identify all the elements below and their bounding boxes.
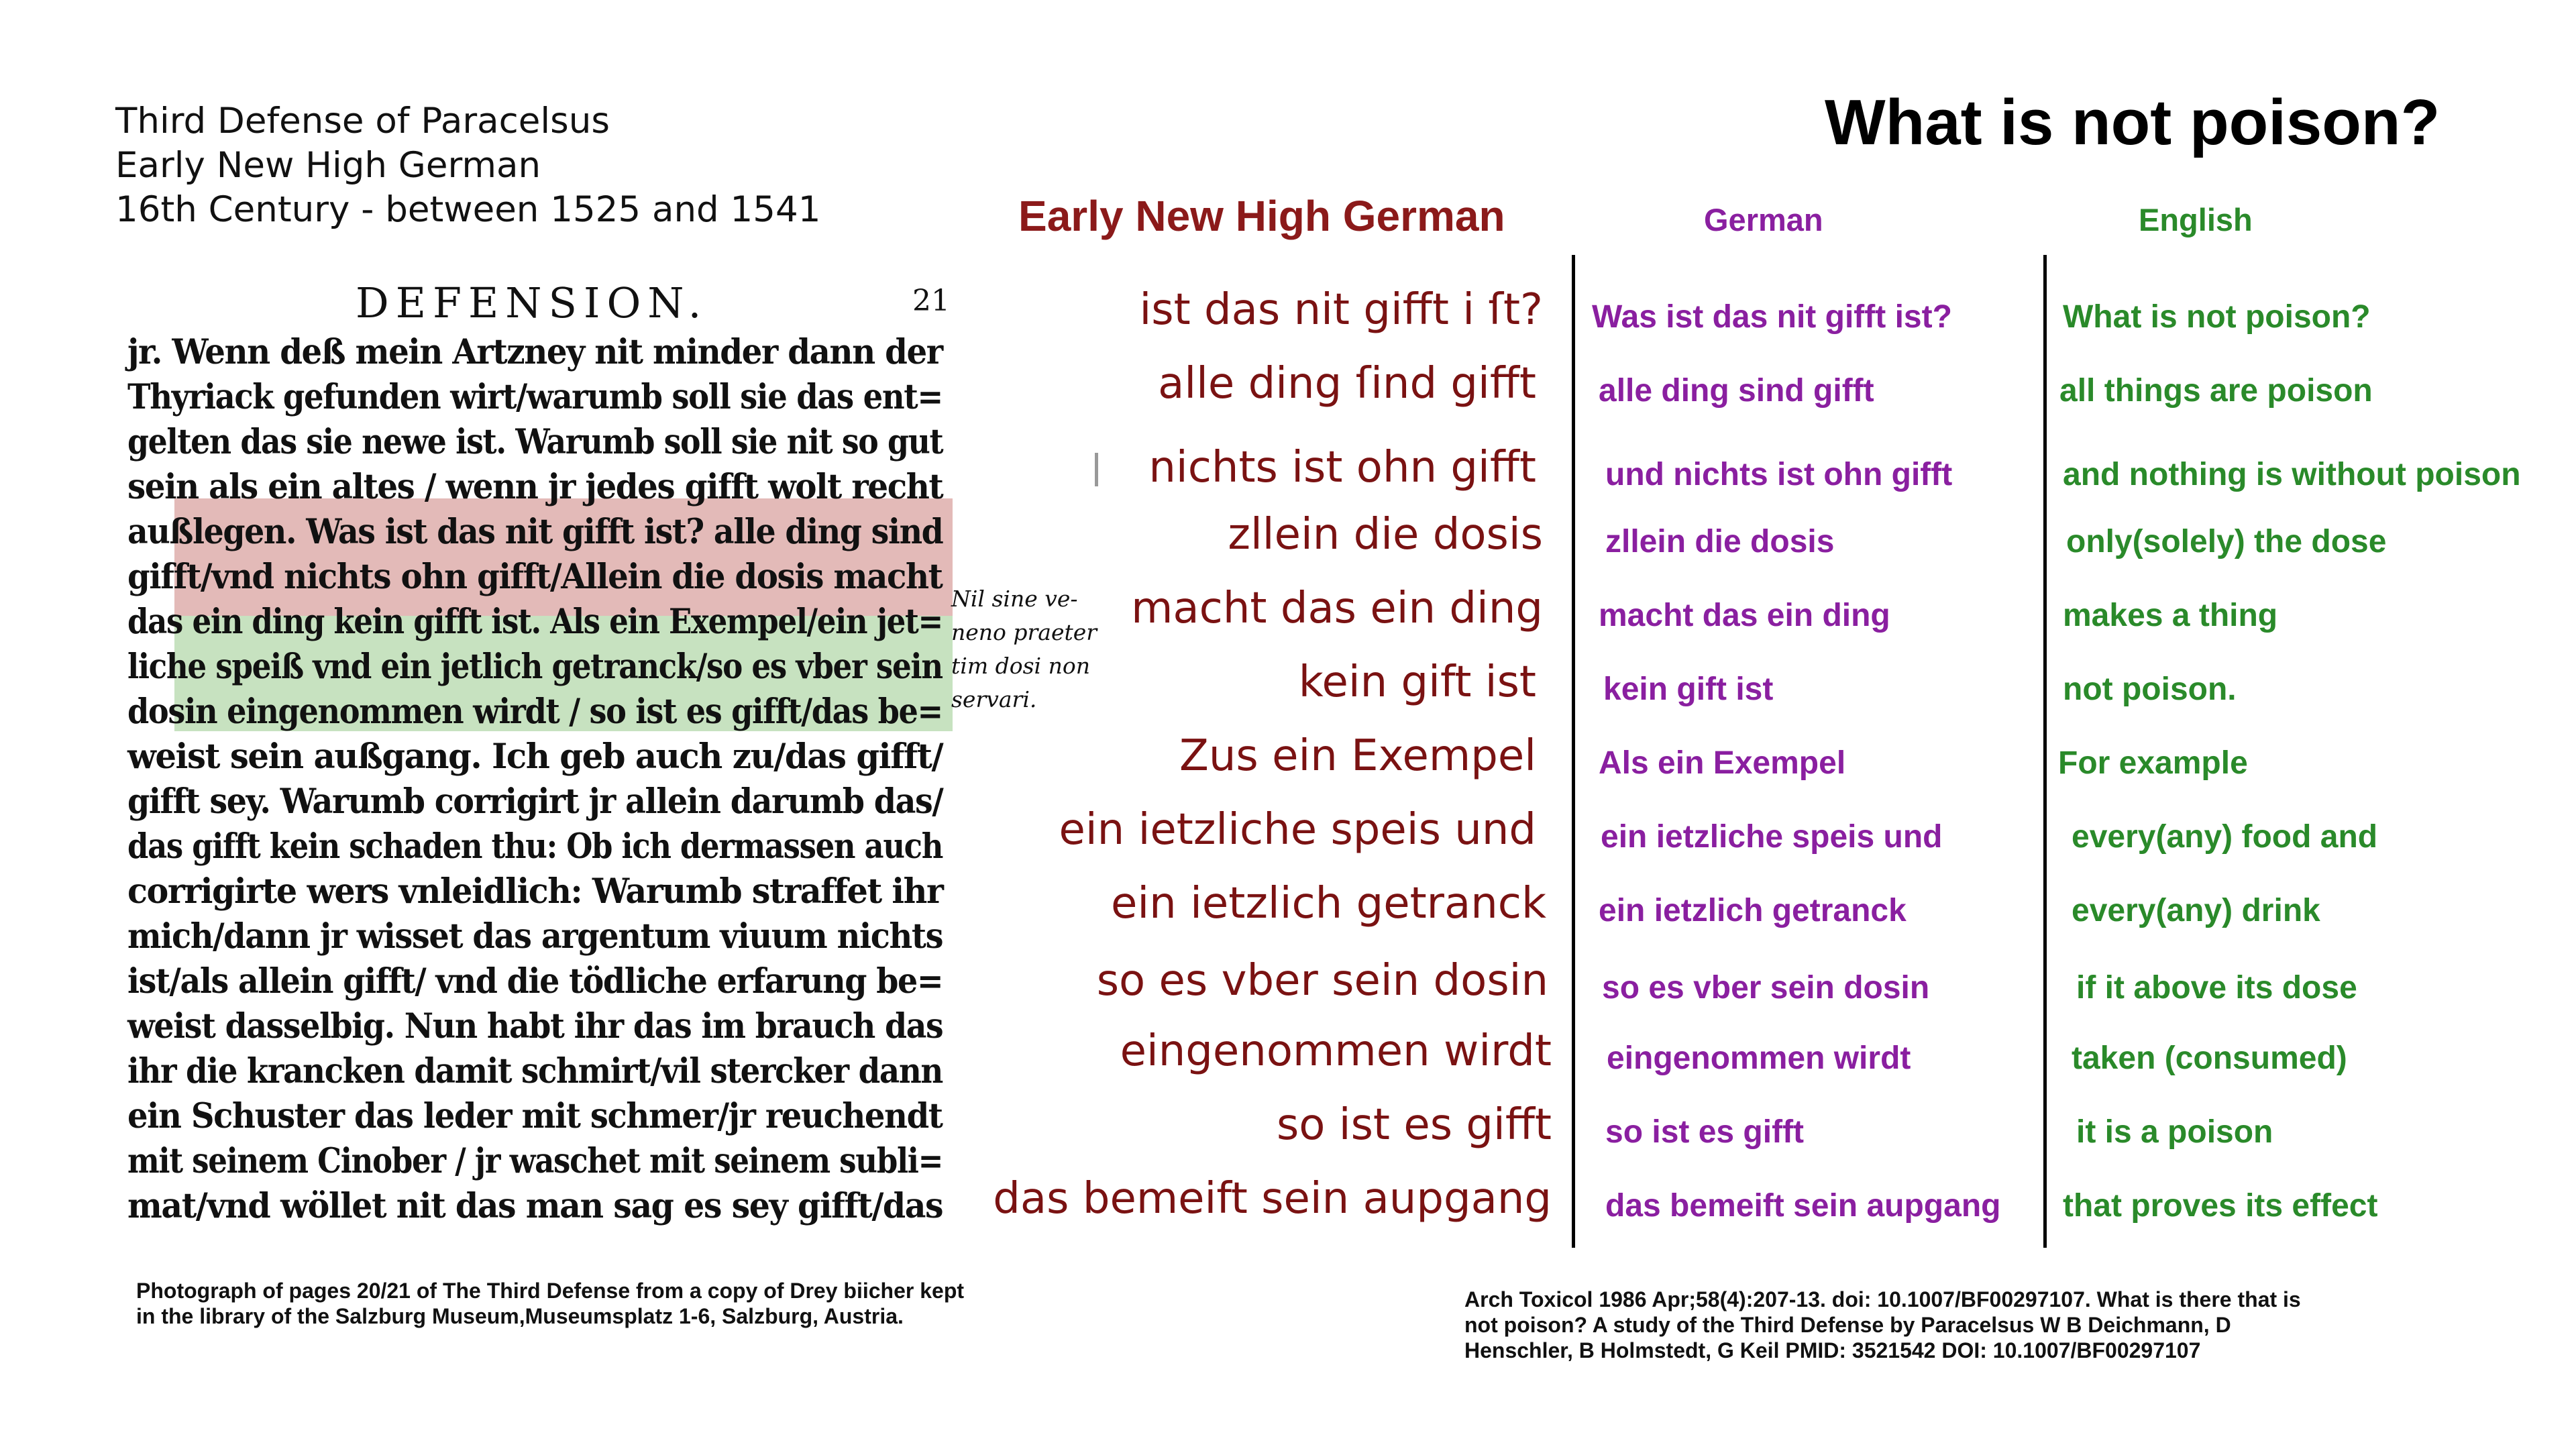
german-row: Was ist das nit gifft ist? [1592,299,1952,335]
scan-heading: DEFENSION. [356,278,708,327]
enhg-row: das bemeift sein aupgang [993,1174,1552,1224]
english-row: it is a poison [2076,1114,2273,1150]
english-row: taken (consumed) [2072,1040,2347,1076]
german-row: ein ietzlich getranck [1599,893,1907,928]
citation-line: not poison? A study of the Third Defense by Paracelsus W B Deichmann, D [1464,1313,2231,1337]
margin-note-line: neno praeter [951,619,1097,645]
scan-line: mit seinem Cinober / jr waschet mit seinem subli= [127,1141,943,1181]
enhg-row: Zus ein Exempel [1179,731,1536,781]
photo-credit-line: in the library of the Salzburg Museum,Museumsplatz 1-6, Salzburg, Austria. [136,1304,904,1328]
scan-line: ihr die krancken damit schmirt/vil stercker dann [127,1051,943,1091]
scan-line: mat/vnd wöllet nit das man sag es sey gifft/das [127,1186,943,1226]
enhg-row: alle ding ſind gifft [1158,359,1536,409]
english-row: if it above its dose [2076,970,2357,1006]
scan-page-number: 21 [912,284,950,318]
source-date: 16th Century - between 1525 and 1541 [115,189,821,230]
enhg-row: ist das nit gifft i ſt? [1139,285,1543,335]
enhg-row: zllein die dosis [1228,510,1543,559]
english-row: and nothing is without poison [2063,457,2521,492]
german-row: eingenommen wirdt [1607,1040,1911,1076]
scan-line: das ein ding kein gifft ist. Als ein Exempel/ein jet= [127,602,943,642]
enhg-row: kein gift ist [1298,657,1536,707]
enhg-row: nichts ist ohn gifft [1148,443,1536,492]
english-row: all things are poison [2059,373,2373,409]
margin-note-line: Nil sine ve- [951,586,1078,612]
scan-line: mich/dann jr wisset das argentum viuum nichts [127,916,943,957]
photo-credit-line: Photograph of pages 20/21 of The Third Defense from a copy of Drey biicher kept [136,1279,965,1303]
scan-line: gelten das sie newe ist. Warumb soll sie nit so gut [127,422,943,462]
english-row: What is not poison? [2063,299,2371,335]
enhg-row: so es vber sein dosin [1096,956,1548,1006]
scan-line: liche speiß vnd ein jetlich getranck/so es vber sein [127,647,943,687]
german-row: zllein die dosis [1605,524,1835,559]
enhg-row: ein ietzliche speis und [1059,805,1536,855]
margin-note-line: tim dosi non [951,653,1090,679]
source-language: Early New High German [115,145,541,186]
german-row: so ist es gifft [1605,1114,1805,1150]
photo-credit [136,1278,964,1329]
enhg-row: ein ietzlich getranck [1111,879,1546,928]
enhg-row: macht das ein ding [1131,584,1543,633]
scan-line: das gifft kein schaden thu: Ob ich dermassen auch [127,826,943,867]
scan-line: Thyriack gefunden wirt/warumb soll sie das ent= [127,377,943,417]
english-row: not poison. [2063,672,2237,707]
source-title: Third Defense of Paracelsus [115,101,610,142]
scan-line: sein als ein altes / wenn jr jedes gifft wolt recht [127,467,943,507]
english-row: every(any) drink [2072,893,2320,928]
german-row: so es vber sein dosin [1602,970,1930,1006]
english-row: that proves its effect [2063,1188,2378,1224]
scan-line: gifft/vnd nichts ohn gifft/Allein die dosis macht [127,557,943,597]
english-row: makes a thing [2063,598,2278,633]
scan-line: dosin eingenommen wirdt / so ist es gifft/das be= [127,692,943,732]
margin-note-line: servari. [951,686,1037,712]
english-row: For example [2058,745,2248,781]
scan-line: außlegen. Was ist das nit gifft ist? alle ding sind [127,512,943,552]
citation-line: Arch Toxicol 1986 Apr;58(4):207-13. doi: 10.1007/BF00297107. What is there that is [1464,1287,2301,1311]
german-row: kein gift ist [1603,672,1774,707]
scan-line: ein Schuster das leder mit schmer/jr reuchendt [127,1096,943,1136]
scanned-page-excerpt [121,272,953,1241]
scan-line: jr. Wenn deß mein Artzney nit minder dann der [127,332,943,372]
german-row: das bemeift sein aupgang [1605,1188,2001,1224]
scan-line: ist/als allein gifft/ vnd die tödliche erfarung be= [127,961,943,1002]
column-divider-left [1572,255,1575,1248]
english-row: every(any) food and [2072,819,2378,855]
column-header-english: English [2139,202,2253,237]
column-header-german: German [1704,202,1823,237]
german-row: Als ein Exempel [1599,745,1846,781]
scan-line: weist sein außgang. Ich geb auch zu/das gifft/ [127,737,943,777]
citation-line: Henschler, B Holmstedt, G Keil PMID: 3521542 DOI: 10.1007/BF00297107 [1464,1338,2201,1362]
scan-line: weist dasselbig. Nun habt ihr das im brauch das [127,1006,943,1046]
german-row: macht das ein ding [1599,598,1890,633]
english-row: only(solely) the dose [2066,524,2387,559]
page-title: What is not poison? [1825,87,2440,158]
enhg-row: eingenommen wirdt [1120,1026,1552,1076]
enhg-row: so ist es gifft [1276,1100,1552,1150]
column-header-enhg: Early New High German [1018,192,1505,240]
german-row: und nichts ist ohn gifft [1605,457,1953,492]
column-divider-right [2043,255,2047,1248]
scan-line: corrigirte wers vnleidlich: Warumb straffet ihr [127,871,943,912]
german-row: alle ding sind gifft [1599,373,1874,409]
german-row: ein ietzliche speis und [1601,819,1943,855]
citation [1464,1287,2301,1363]
scan-line: gifft sey. Warumb corrigirt jr allein darumb das/ [127,782,943,822]
